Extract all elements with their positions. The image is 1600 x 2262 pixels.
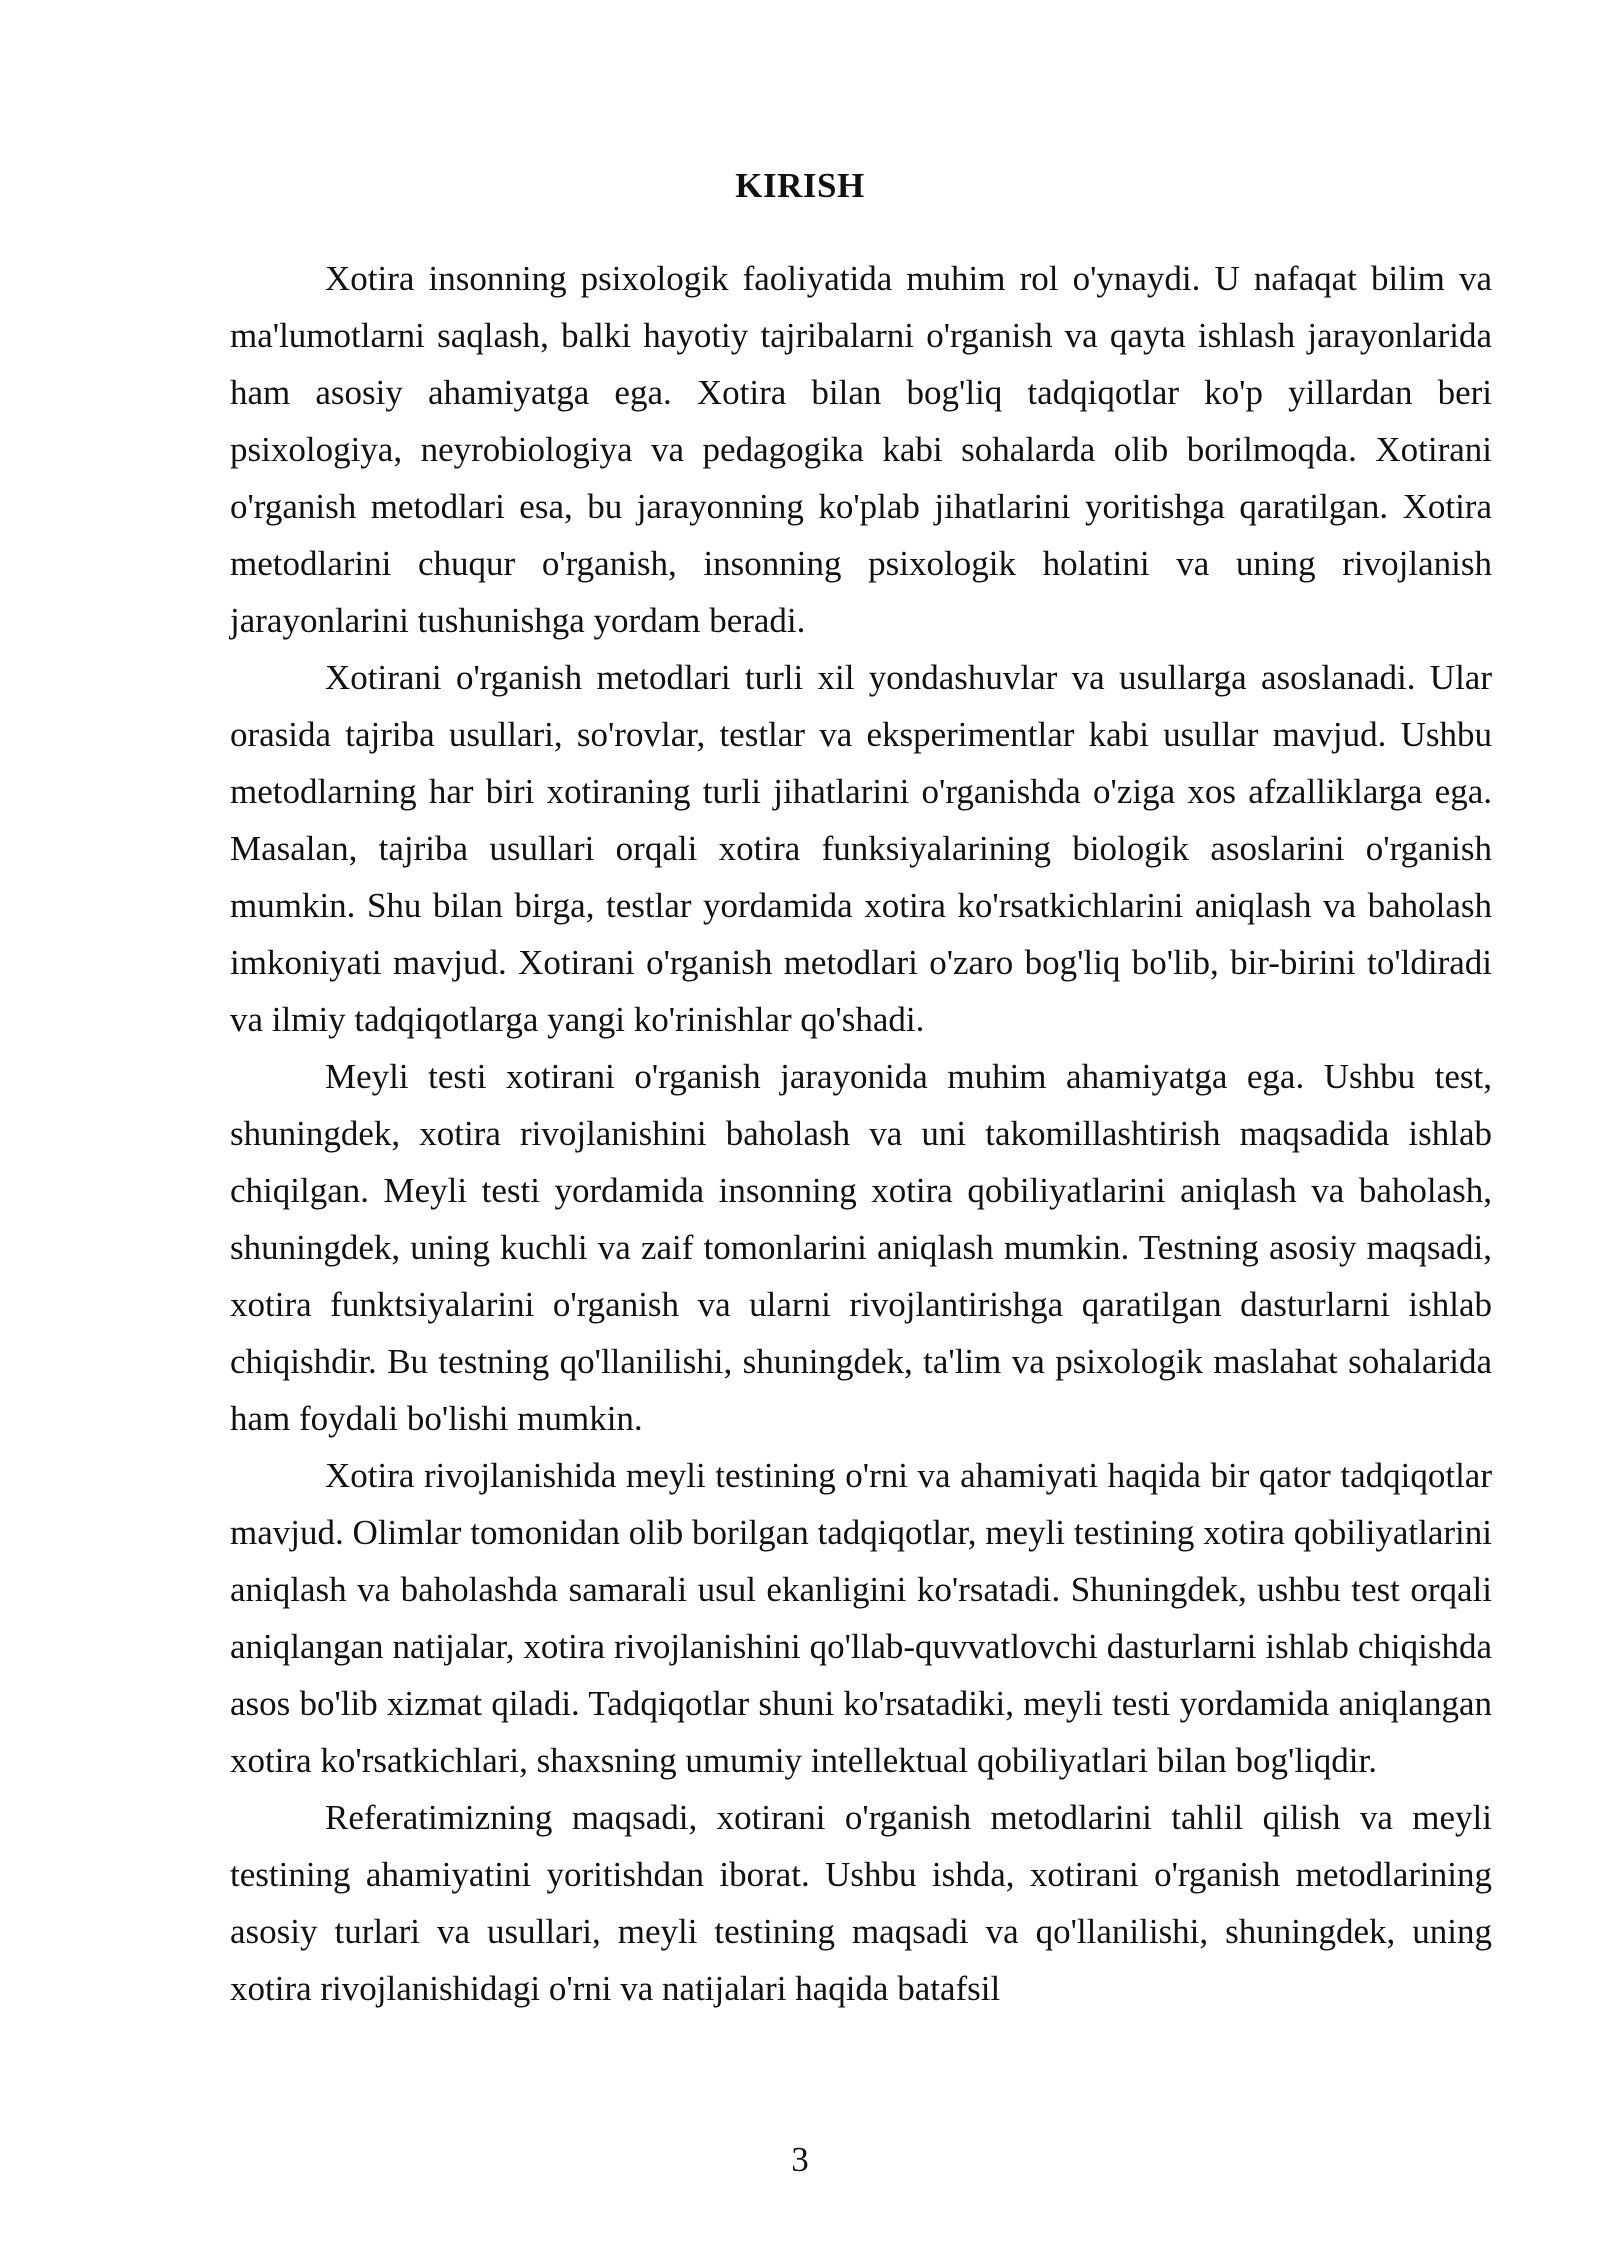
page-title: KIRISH (735, 166, 865, 205)
paragraph-5: Referatimizning maqsadi, xotirani o'rganish metodlarini tahlil qilish va meyli testining ahamiyatini yoritishdan iborat. Ushbu ishda, xotirani o'rganish metodlarining asosiy turlari va usullari, meyli testining maqsadi va qo'llanilishi, shuningdek, uning xotira rivojlanishidagi o'rni va natijalari haqida batafsil (230, 1798, 1492, 2008)
paragraph-1: Xotira insonning psixologik faoliyatida muhim rol o'ynaydi. U nafaqat bilim va ma'lumotlarni saqlash, balki hayotiy tajribalarni o'rganish va qayta ishlash jarayonlarida ham asosiy ahamiyatga ega. Xotira bilan bog'liq tadqiqotlar ko'p yillardan beri psixologiya, neyrobiologiya va pedagogika kabi sohalarda olib borilmoqda. Xotirani o'rganish metodlari esa, bu jarayonning ko'plab jihatlarini yoritishga qaratilgan. Xotira metodlarini chuqur o'rganish, insonning psixologik holatini va uning rivojlanish jarayonlarini tushunishga yordam beradi. (230, 259, 1492, 640)
page-number: 3 (791, 2140, 809, 2179)
paragraph-2: Xotirani o'rganish metodlari turli xil yondashuvlar va usullarga asoslanadi. Ular orasida tajriba usullari, so'rovlar, testlar va eksperimentlar kabi usullar mavjud. Ushbu metodlarning har biri xotiraning turli jihatlarini o'rganishda o'ziga xos afzalliklarga ega. Masalan, tajriba usullari orqali xotira funksiyalarining biologik asoslarini o'rganish mumkin. Shu bilan birga, testlar yordamida xotira ko'rsatkichlarini aniqlash va baholash imkoniyati mavjud. Xotirani o'rganish metodlari o'zaro bog'liq bo'lib, bir-birini to'ldiradi va ilmiy tadqiqotlarga yangi ko'rinishlar qo'shadi. (230, 658, 1492, 1039)
body-text (230, 250, 1492, 2017)
paragraph-3: Meyli testi xotirani o'rganish jarayonida muhim ahamiyatga ega. Ushbu test, shuningdek, xotira rivojlanishini baholash va uni takomillashtirish maqsadida ishlab chiqilgan. Meyli testi yordamida insonning xotira qobiliyatlarini aniqlash va baholash, shuningdek, uning kuchli va zaif tomonlarini aniqlash mumkin. Testning asosiy maqsadi, xotira funktsiyalarini o'rganish va ularni rivojlantirishga qaratilgan dasturlarni ishlab chiqishdir. Bu testning qo'llanilishi, shuningdek, ta'lim va psixologik maslahat sohalarida ham foydali bo'lishi mumkin. (230, 1057, 1492, 1438)
paragraph-4: Xotira rivojlanishida meyli testining o'rni va ahamiyati haqida bir qator tadqiqotlar mavjud. Olimlar tomonidan olib borilgan tadqiqotlar, meyli testining xotira qobiliyatlarini aniqlash va baholashda samarali usul ekanligini ko'rsatadi. Shuningdek, ushbu test orqali aniqlangan natijalar, xotira rivojlanishini qo'llab-quvvatlovchi dasturlarni ishlab chiqishda asos bo'lib xizmat qiladi. Tadqiqotlar shuni ko'rsatadiki, meyli testi yordamida aniqlangan xotira ko'rsatkichlari, shaxsning umumiy intellektual qobiliyatlari bilan bog'liqdir. (230, 1456, 1492, 1780)
